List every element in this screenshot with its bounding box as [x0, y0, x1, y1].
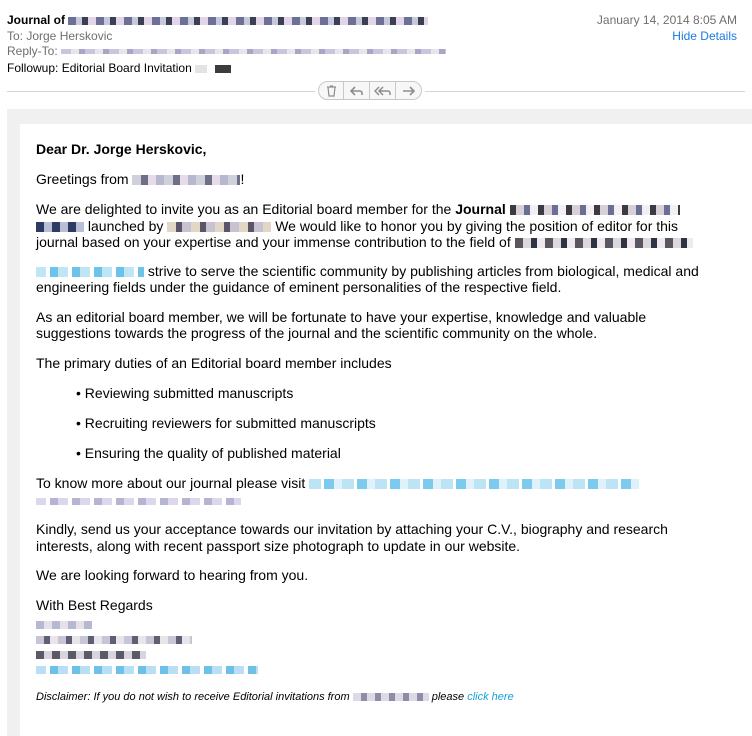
- duty-item: • Recruiting reviewers for submitted manuscripts: [76, 415, 376, 431]
- message-toolbar: [315, 81, 425, 100]
- redacted-signature-email: [36, 666, 258, 674]
- disclaimer: [36, 689, 514, 706]
- paragraph-2-line-2: engineering fields under the guidance of eminent personalities of the respective field.: [36, 279, 562, 295]
- redacted-disclaimer-org: [353, 693, 429, 701]
- trash-icon: [326, 85, 337, 97]
- duty-item: • Ensuring the quality of published material: [76, 445, 341, 461]
- duty-item: • Reviewing submitted manuscripts: [76, 385, 294, 401]
- p2-text-a: strive to serve the scientific community by publishing articles from biological, medical and: [147, 263, 699, 279]
- sender-name: Journal of: [7, 13, 66, 27]
- to-line: To: Jorge Herskovic: [7, 29, 113, 43]
- reply-to-line: [7, 43, 446, 59]
- redacted-org: [132, 175, 240, 185]
- visit-line-2: [36, 492, 241, 509]
- paragraph-2-line-1: [36, 263, 699, 280]
- reply-all-button[interactable]: [370, 81, 396, 100]
- forward-button[interactable]: [396, 81, 422, 100]
- disclaimer-text-b: please: [431, 691, 465, 703]
- p1-text-d: journal based on your expertise and your immense contribution to the field of: [36, 234, 511, 250]
- p1-text-a: We are delighted to invite you as an Editorial board member for the: [36, 201, 452, 217]
- redacted-subject: [195, 65, 231, 73]
- paragraph-3-line-1: As an editorial board member, we will be fortunate to have your expertise, knowledge and valuable: [36, 309, 647, 325]
- unsubscribe-link[interactable]: click here: [467, 691, 514, 703]
- duties-intro: The primary duties of an Editorial board member includes: [36, 355, 392, 371]
- visit-line: [36, 475, 639, 492]
- subject-line: [7, 60, 231, 76]
- reply-all-icon: [374, 86, 391, 96]
- greeting-end: !: [240, 171, 245, 187]
- redacted-publisher: [167, 222, 271, 232]
- delete-button[interactable]: [318, 81, 344, 100]
- disclaimer-text: Disclaimer: If you do not wish to receive Editorial invitations from: [36, 691, 350, 703]
- from-line: [7, 12, 428, 28]
- redacted-signature-org: [36, 651, 146, 659]
- forward-icon: [402, 86, 415, 96]
- paragraph-3-line-2: suggestions towards the progress of the journal and the scientific community on the whole.: [36, 325, 598, 341]
- regards-line: With Best Regards: [36, 597, 153, 613]
- redacted-signature-title: [36, 636, 192, 644]
- p1-journal: Journal: [455, 201, 506, 217]
- message-date: January 14, 2014 8:05 AM: [596, 13, 737, 27]
- paragraph-1-line-3: [36, 234, 693, 251]
- closing-line: We are looking forward to hearing from you.: [36, 567, 309, 583]
- paragraph-5-line-1: Kindly, send us your acceptance towards our invitation by attaching your C.V., biography and research: [36, 521, 668, 537]
- greeting-text: Greetings from: [36, 171, 129, 187]
- redacted-reply-to: [61, 49, 446, 54]
- signature-line: [36, 661, 258, 678]
- paragraph-1-line-2: [36, 218, 678, 235]
- reply-icon: [350, 86, 363, 96]
- reply-to-label: Reply-To:: [7, 44, 58, 58]
- p1-text-b: launched by: [87, 218, 164, 234]
- redacted-link-name: [36, 267, 144, 277]
- hide-details-link[interactable]: Hide Details: [672, 29, 737, 43]
- journal-link[interactable]: [309, 479, 639, 489]
- subject: Followup: Editorial Board Invitation: [7, 61, 192, 75]
- visit-text: To know more about our journal please visit: [36, 475, 306, 491]
- paragraph-1-line-1: [36, 201, 680, 218]
- greeting-line: [36, 171, 244, 188]
- journal-link-continued[interactable]: [36, 498, 241, 505]
- salutation: Dear Dr. Jorge Herskovic,: [36, 141, 207, 157]
- reply-button[interactable]: [344, 81, 370, 100]
- redacted-signature-name: [36, 621, 92, 629]
- p1-text-c: We would like to honor you by giving the position of editor for this: [275, 218, 679, 234]
- redacted-field: [515, 238, 693, 248]
- redacted-date: [36, 222, 84, 232]
- paragraph-5-line-2: interests, along with recent passport size photograph to update in our website.: [36, 538, 521, 554]
- redacted-sender: [68, 17, 428, 25]
- redacted-journal-name: [510, 205, 680, 215]
